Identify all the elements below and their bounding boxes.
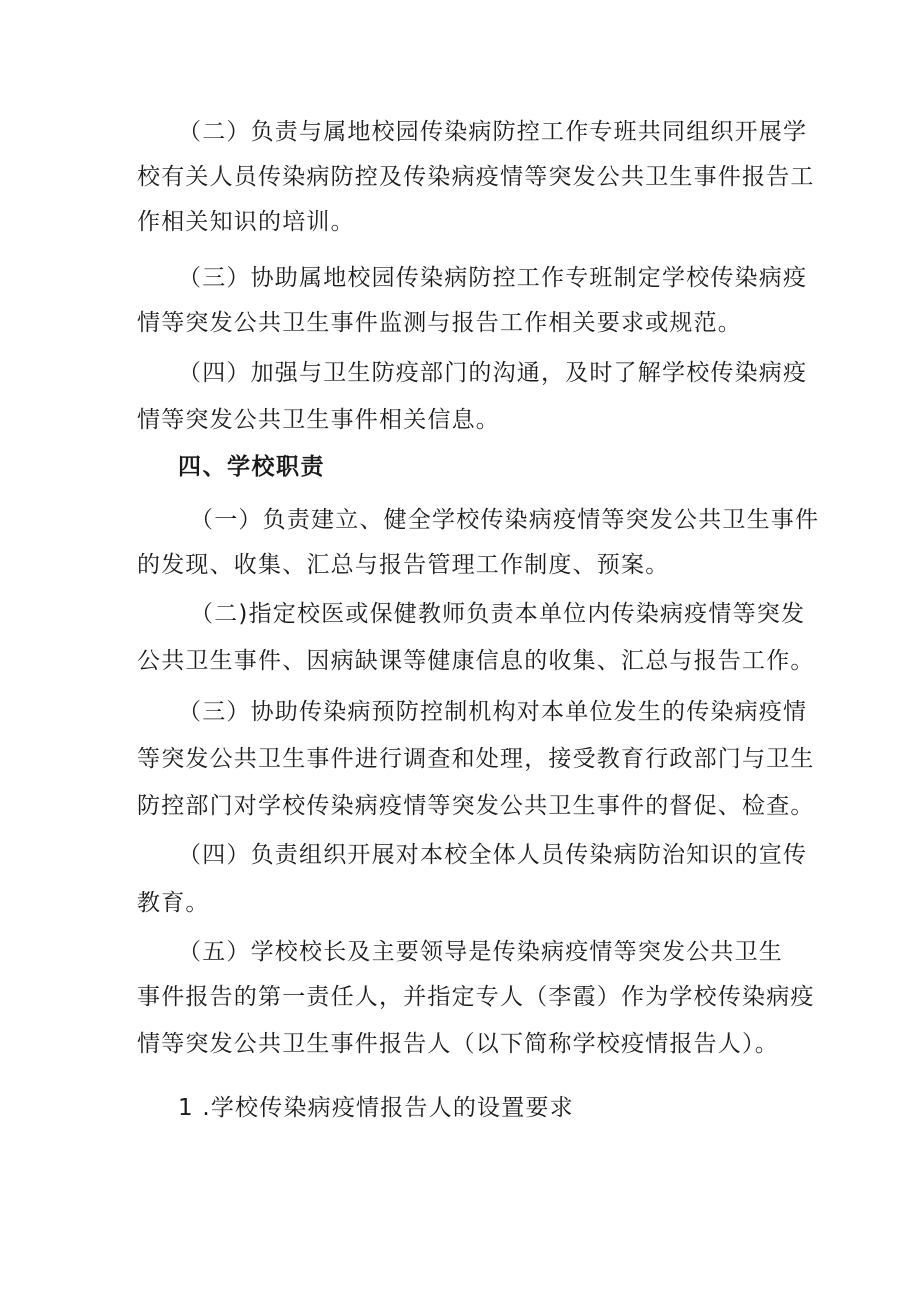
paragraph-line-20: 情等突发公共卫生事件报告人（以下简称学校疫情报告人）。 <box>137 1031 779 1057</box>
paragraph-line-11: （二)指定校医或保健教师负责本单位内传染病疫情等突发 <box>190 601 806 627</box>
paragraph-line-2: 校有关人员传染病防控及传染病疫情等突发公共卫生事件报告工 <box>137 164 815 190</box>
paragraph-line-12: 公共卫生事件、因病缺课等健康信息的收集、汇总与报告工作。 <box>137 648 815 674</box>
paragraph-line-16: （四）负责组织开展对本校全体人员传染病防治知识的宣传 <box>178 842 808 868</box>
paragraph-line-15: 防控部门对学校传染病疫情等突发公共卫生事件的督促、检查。 <box>137 793 815 819</box>
paragraph-line-4: （三）协助属地校园传染病防控工作专班制定学校传染病疫 <box>178 265 808 291</box>
paragraph-line-13: （三）协助传染病预防控制机构对本单位发生的传染病疫情 <box>178 699 808 725</box>
paragraph-line-7: 情等突发公共卫生事件相关信息。 <box>137 407 500 433</box>
paragraph-line-3: 作相关知识的培训。 <box>137 209 355 235</box>
paragraph-line-9: （一）负责建立、健全学校传染病疫情等突发公共卫生事件 <box>190 507 820 533</box>
paragraph-line-14: 等突发公共卫生事件进行调查和处理，接受教育行政部门与卫生 <box>137 746 815 772</box>
subsection-heading: 1 .学校传染病疫情报告人的设置要求 <box>178 1095 574 1121</box>
paragraph-line-17: 教育。 <box>137 890 210 916</box>
paragraph-line-5: 情等突发公共卫生事件监测与报告工作相关要求或规范。 <box>137 310 742 336</box>
section-heading: 四、学校职责 <box>178 454 325 480</box>
paragraph-line-19: 事件报告的第一责任人，并指定专人（李霞）作为学校传染病疫 <box>137 984 815 1010</box>
paragraph-line-6: （四）加强与卫生防疫部门的沟通，及时了解学校传染病疫 <box>178 360 808 386</box>
paragraph-line-18: （五）学校校长及主要领导是传染病疫情等突发公共卫生 <box>178 939 783 965</box>
paragraph-line-10: 的发现、收集、汇总与报告管理工作制度、预案。 <box>137 552 670 578</box>
paragraph-line-1: （二）负责与属地校园传染病防控工作专班共同组织开展学 <box>178 119 808 145</box>
